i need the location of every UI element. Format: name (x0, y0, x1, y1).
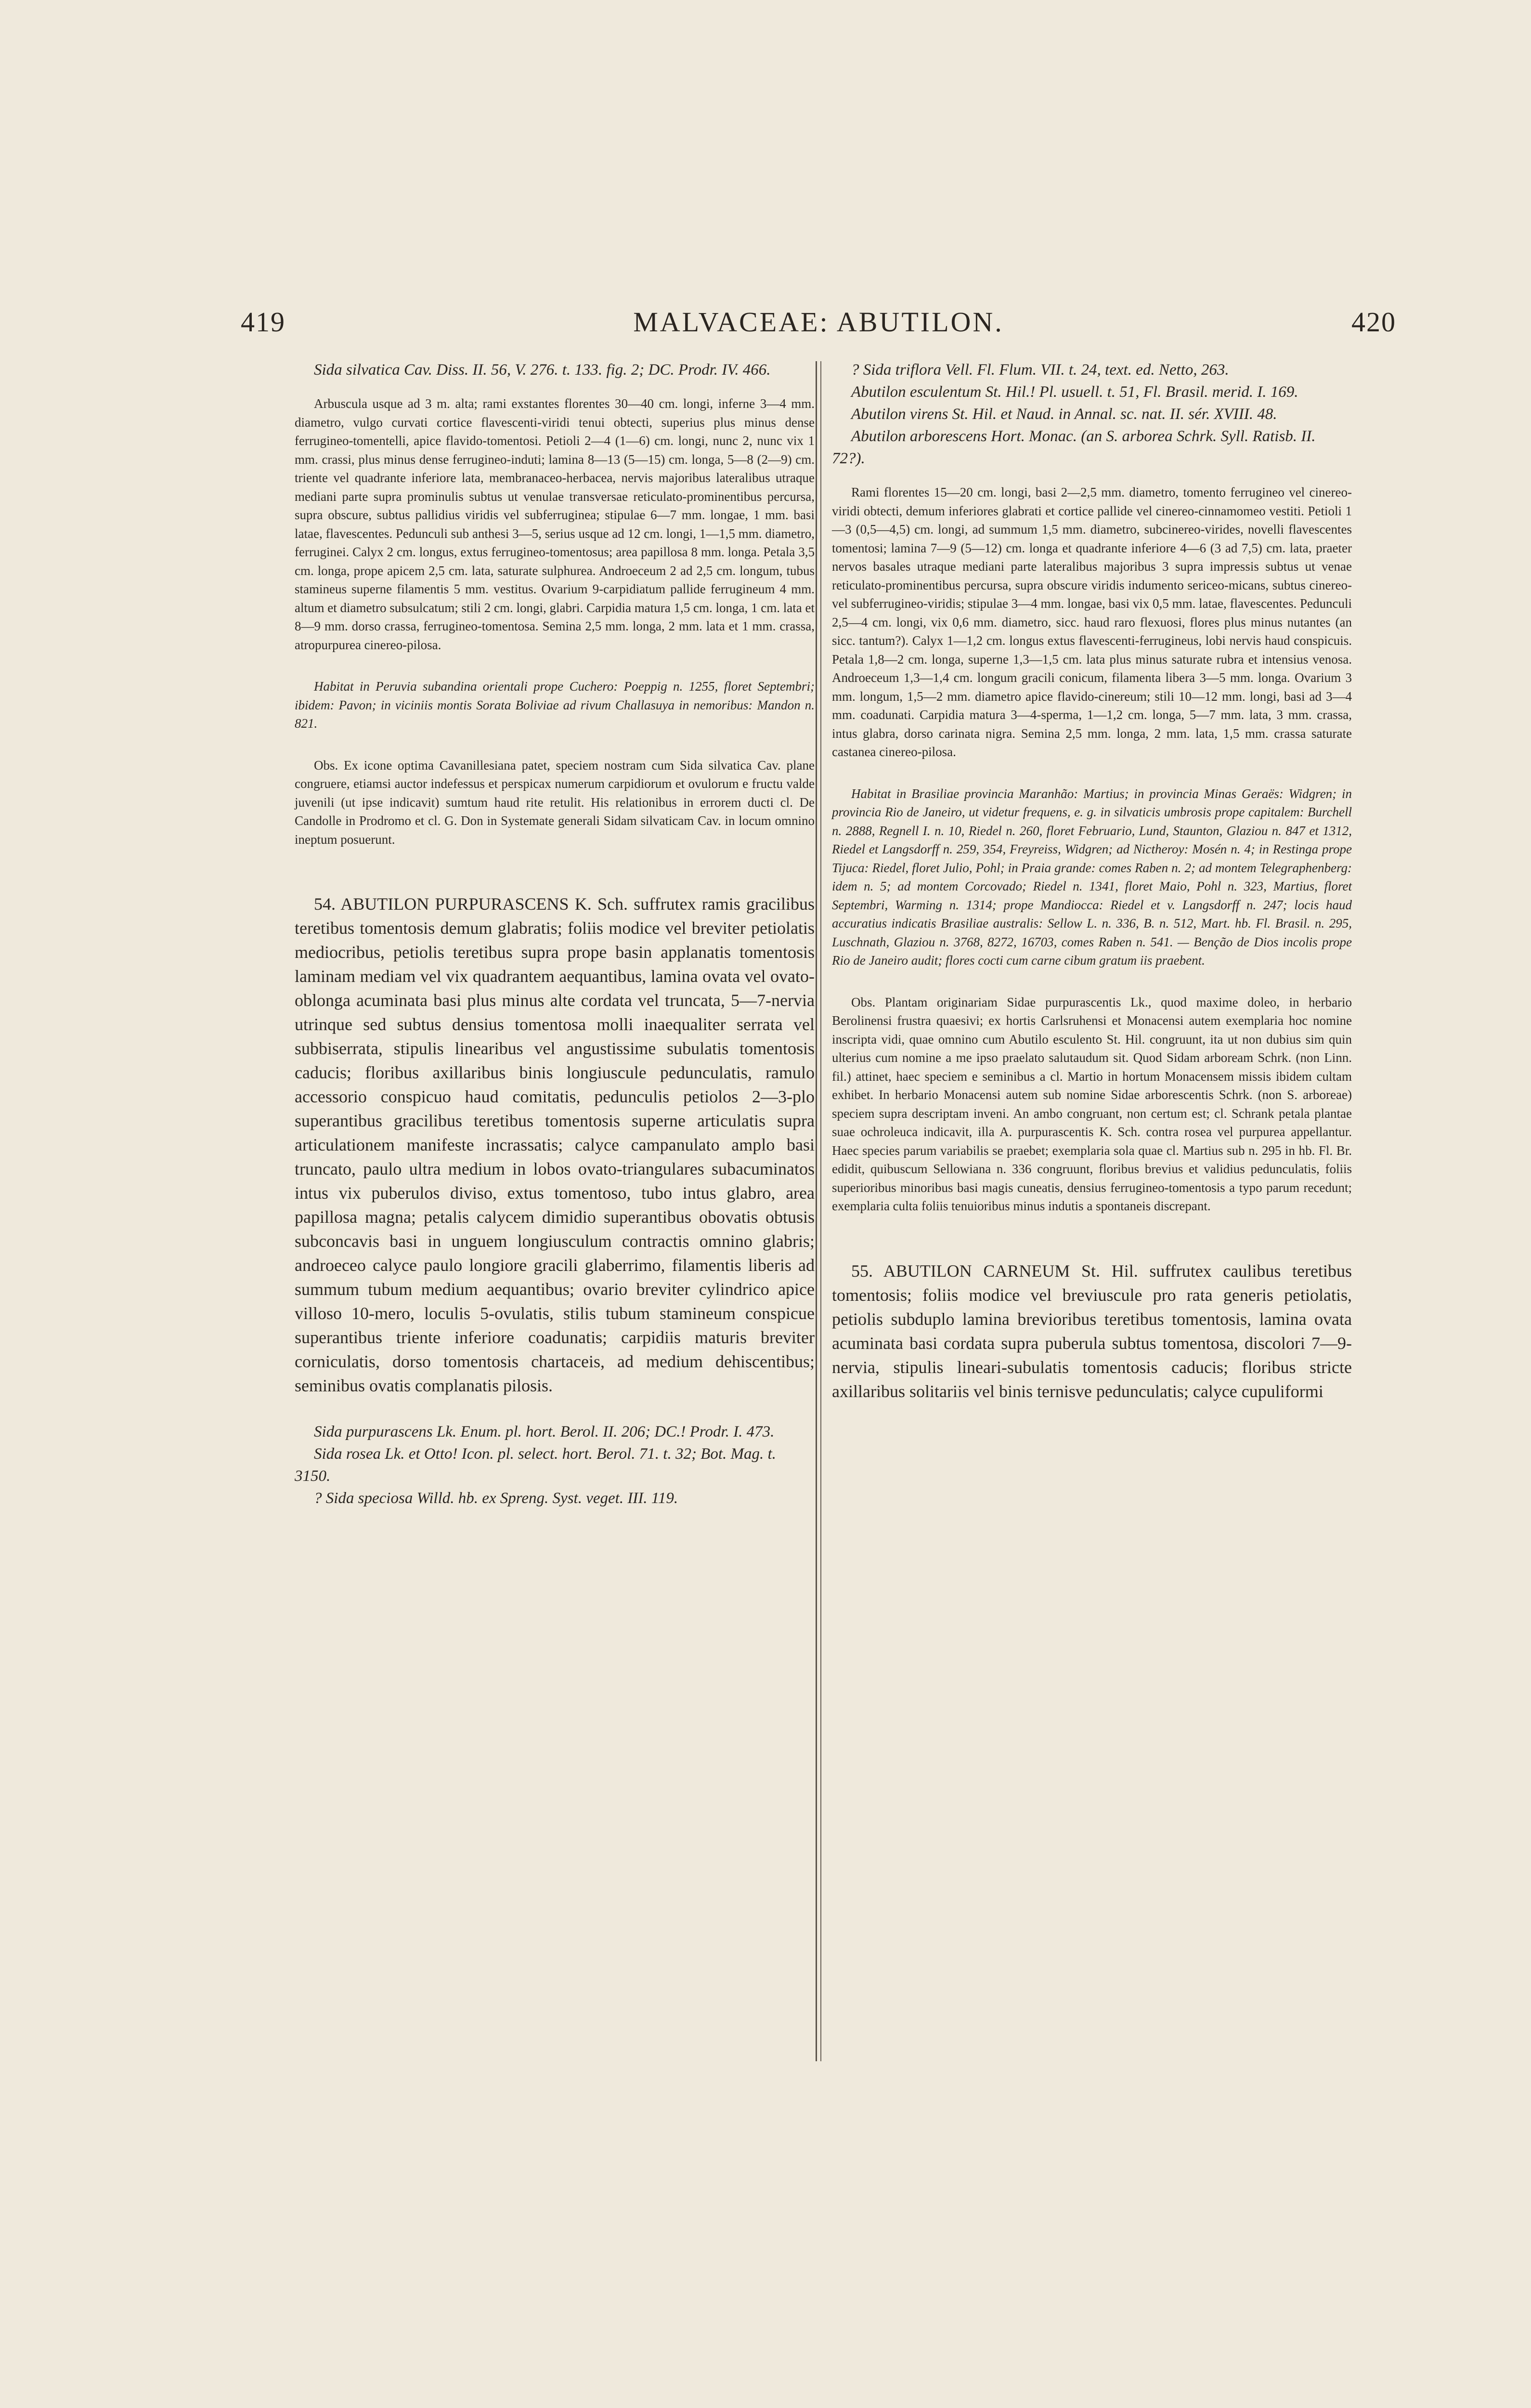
synonym-block (295, 359, 815, 381)
synonym-item: Abutilon arborescens Hort. Monac. (an S. arborea Schrk. Syll. Ratisb. II. 72?). (832, 428, 1316, 467)
description-text: Arbuscula usque ad 3 m. alta; rami exstantes florentes 30—40 cm. longi, inferne 3—4 mm. diametro, vulgo curvati cortice flavescenti-viridi tenui obtecti, superius plus minus dense ferrugineo-tomentelli, apice flavido-tomentosi. Petioli 2—4 (1—6) cm. longi, nunc 2, nunc vix 1 mm. crassi, plus minus dense ferrugineo-induti; lamina 8—13 (5—15) cm. longa, 5—8 (2—9) cm. triente vel quadrante inferiore lata, membranaceo-herbacea, nervis majoribus lateralibus utraque mediani parte supra prominulis subtus ut venulae transversae reticulato-prominentibus percursa, supra obscure, subtus pallidius viridis vel subferruginea; stipulae 6—7 mm. longae, 1 mm. basi latae, flavescentes. Pedunculi sub anthesi 3—5, serius usque ad 12 cm. longi, 1—1,5 mm. diametro, ferruginei. Calyx 2 cm. longus, extus ferrugineo-tomentosus; area papillosa 8 mm. longa. Petala 3,5 cm. longa, prope apicem 2,5 cm. lata, saturate sulphurea. Androeceum 2 ad 2,5 cm. longum, tubus stamineus superne filamentis 5 mm. vestitus. Ovarium 9-carpidiatum pallide ferrugineum 4 mm. altum et diametro subsulcatum; stili 2 cm. longi, glabri. Carpidia matura 1,5 cm. longa, 1 cm. lata et 8—9 mm. dorso crassa, ferrugineo-tomentosa. Semina 2,5 mm. longa, 2 mm. lata et 1 mm. crassa, atropurpurea cinereo-pilosa. (295, 396, 815, 652)
running-title: MALVACEAE: ABUTILON. (633, 306, 1004, 338)
description-block-right (832, 483, 1352, 761)
synonym-item: Sida rosea Lk. et Otto! Icon. pl. select. hort. Berol. 71. t. 32; Bot. Mag. t. 3150. (295, 1445, 776, 1485)
synonym-item: Sida purpurascens Lk. Enum. pl. hort. Berol. II. 206; DC.! Prodr. I. 473. (314, 1423, 775, 1440)
species-54-text: 54. ABUTILON PURPURASCENS K. Sch. suffrutex ramis gracilibus teretibus tomentosis demum glabratis; foliis modice vel breviter petiolatis mediocribus, petiolis teretibus supra prope basin applanatis tomentosis laminam mediam vel vix quadrantem aequantibus, lamina ovata vel ovato-oblonga acuminata basi plus minus alte cordata vel truncata, 5—7-nervia utrinque sed subtus densius tomentosa molli inaequaliter serrata vel subbiserrata, stipulis linearibus vel angustissime subulatis tomentosis caducis; floribus axillaribus binis longiuscule pedunculatis, ramulo accessorio conspicuo haud comitatis, pedunculis petiolos 2—3-plo superantibus gracilibus teretibus tomentosis superne articulatis supra articulationem manifeste incrassatis; calyce campanulato amplo basi truncato, paulo ultra medium in lobos ovato-triangulares subacuminatos intus vix puberulos diviso, extus tomentoso, tubo intus glabro, area papillosa magna; petalis calycem dimidio superantibus obovatis obtusis subconcavis basi in unguem longiusculum contractis omnino glabris; androeceo calyce paulo longiore gracili glaberrimo, filamentis liberis ad summum tubum medium aequantibus; ovario breviter cylindrico apice villoso 10-mero, loculis 5-ovulatis, stilis tubum stamineum conspicue superantibus triente inferiore coadunatis; carpidiis maturis breviter corniculatis, dorso tomentosis chartaceis, ad medium dehiscentibus; seminibus ovatis complanatis pilosis. (295, 894, 815, 1395)
species-55-text: 55. ABUTILON CARNEUM St. Hil. suffrutex caulibus teretibus tomentosis; foliis modice vel breviuscule pro rata generis petiolatis, petiolis subduplo lamina brevioribus teretibus tomentosis, lamina ovata acuminata basi cordata supra puberula subtus tomentosa, discolori 7—9-nervia, stipulis lineari-subulatis tomentosis caducis; floribus stricte axillaribus solitariis vel binis ternisve pedunculatis; calyce cupuliformi (832, 1261, 1352, 1401)
right-column (832, 359, 1352, 1403)
habitat-block (295, 677, 815, 733)
observation-text: Obs. Plantam originariam Sidae purpurascentis Lk., quod maxime doleo, in herbario Berolinensi frustra quaesivi; ex hortis Carlsruhensi et Monacensi autem exemplaria hoc nomine inscripta vidi, quae omnino cum Abutilo esculento St. Hil. congruunt, ita ut non dubius sim quin ulterius cum nomine a me ipso praelato salutaudum sit. Quod Sidam arboream Schrk. (non Linn. fil.) attinet, haec speciem e seminibus a cl. Martio in hortum Monacensem missis ibidem cultam exhibet. In herbario Monacensi autem sub nomine Sidae arborescentis Schrk. (non S. arboreae) speciem supra descriptam inveni. An ambo congruant, non certum est; cl. Schrank petala plantae suae ochroleuca indicavit, illa A. purpurascentis K. Sch. contra rosea vel purpurea appellantur. Haec species parum variabilis se praebet; exemplaria sola quae cl. Martius sub n. 295 in hb. Fl. Br. edidit, quibuscum Sellowiana n. 336 congruunt, floribus brevius et validius pedunculatis, foliis superioribus minoribus basi magis cuneatis, densius ferrugineo-tomentosis a typo parum recedunt; exemplaria culta foliis tenuioribus minus indutis a spontaneis discrepant. (832, 995, 1352, 1213)
page-header (241, 306, 1396, 344)
left-column (295, 359, 815, 1509)
habitat-text: Habitat in Brasiliae provincia Maranhão: Martius; in provincia Minas Geraës: Widgren; in provincia Rio de Janeiro, ut videtur frequens, e. g. in silvaticis umbrosis prope capitalem: Burchell n. 2888, Regnell I. n. 10, Riedel n. 260, floret Februario, Lund, Staunton, Glaziou n. 847 et 1312, Riedel et Langsdorff n. 259, 354, Freyreiss, Widgren; ad Nictheroy: Mosén n. 4; in Restinga prope Tijuca: Riedel, floret Julio, Pohl; in Praia grande: comes Raben n. 2; ad montem Telegraphenberg: idem n. 5; ad montem Corcovado; Riedel n. 1341, floret Maio, Pohl n. 323, Martius, floret Septembri, Warming n. 1314; prope Mandiocca: Riedel et v. Langsdorff n. 247; locis haud accuratius indicatis Brasiliae australis: Sellow L. n. 336, B. n. 512, Mart. hb. Fl. Brasil. n. 295, Luschnath, Glaziou n. 3768, 8272, 16703, comes Raben n. 541. — Benção de Dios incolis prope Rio de Janeiro audit; flores cocti cum carne cibum gratum iis praebent. (832, 786, 1352, 968)
synonym-item: Abutilon esculentum St. Hil.! Pl. usuell. t. 51, Fl. Brasil. merid. I. 169. (851, 383, 1298, 401)
column-divider (816, 361, 817, 2061)
observation-block (295, 756, 815, 849)
synonym-item: ? Sida triflora Vell. Fl. Flum. VII. t. 24, text. ed. Netto, 263. (851, 361, 1229, 379)
column-divider-inner (820, 361, 821, 2061)
observation-text: Obs. Ex icone optima Cavanillesiana patet, speciem nostram cum Sida silvatica Cav. plane congruere, etiamsi auctor indefessus et perspicax numerum carpidiorum et ovulorum e fructu valde juvenili (ut ipse indicavit) sumtum haud rite retulit. His relationibus in errorem ducti cl. De Candolle in Prodromo et cl. G. Don in Systemate generali Sidam silvaticam Cav. in locum omnino ineptum posuerunt. (295, 758, 815, 847)
description-text: Rami florentes 15—20 cm. longi, basi 2—2,5 mm. diametro, tomento ferrugineo vel cinereo-viridi obtecti, demum inferiores glabrati et cortice pallide vel cinereo-cinnamomeo vestiti. Petioli 1—3 (0,5—4,5) cm. longi, ad summum 1,5 mm. diametro, subcinereo-virides, novelli flavescentes tomentosi; lamina 7—9 (5—12) cm. longa et quadrante inferiore 4—6 (3 ad 7,5) cm. lata, praeter nervos basales utraque mediani parte lateralibus majoribus 3 supra impressis subtus ut venae reticulato-prominentibus percursa, supra obscure viridis indumento sericeo-micans, subtus cinereo- vel subferrugineo-viridis; stipulae 3—4 mm. longae, basi vix 0,5 mm. latae, flavescentes. Pedunculi 2,5—4 cm. longi, vix 0,6 mm. diametro, sicc. haud raro flexuosi, flores plus minus nutantes (an sicc. tantum?). Calyx 1—1,2 cm. longus extus flavescenti-ferrugineus, lobi nervis haud conspicuis. Petala 1,8—2 cm. longa, superne 1,3—1,5 cm. lata plus minus saturate rubra et intensius venosa. Androeceum 1,3—1,4 cm. longum gracili conicum, filamenta libera 3—5 mm. longa. Ovarium 3 mm. longum, 1,5—2 mm. diametro apice flavido-cinereum; stili 10—12 mm. longi, basi ad 3—4 mm. coadunati. Carpidia matura 3—4-sperma, 1—1,2 cm. longa, 5—7 mm. lata, 3 mm. crassa, intus glabra, dorso carinata nigra. Semina 2,5 mm. longa, 2 mm. lata, 1,5 mm. crassa saturate castanea cinereo-pilosa. (832, 485, 1352, 759)
species-54-block (295, 892, 815, 1398)
habitat-block-right (832, 785, 1352, 970)
page-number-right: 420 (1351, 306, 1396, 338)
habitat-text: Habitat in Peruvia subandina orientali prope Cuchero: Poeppig n. 1255, floret Septembri; ibidem: Pavon; in viciniis montis Sorata Boliviae ad rivum Challasuya in nemoribus: Mandon n. 821. (295, 679, 815, 731)
description-block (295, 394, 815, 654)
synonym-list-54 (295, 1421, 815, 1509)
synonym-item: Abutilon virens St. Hil. et Naud. in Annal. sc. nat. II. sér. XVIII. 48. (851, 406, 1277, 423)
page-number-left: 419 (241, 306, 285, 338)
synonym-item: ? Sida speciosa Willd. hb. ex Spreng. Syst. veget. III. 119. (314, 1490, 678, 1507)
observation-block-right (832, 993, 1352, 1216)
species-55-block (832, 1259, 1352, 1403)
synonym-sida-silvatica: Sida silvatica Cav. Diss. II. 56, V. 276. t. 133. fig. 2; DC. Prodr. IV. 466. (314, 361, 771, 379)
synonym-list-right (832, 359, 1352, 470)
